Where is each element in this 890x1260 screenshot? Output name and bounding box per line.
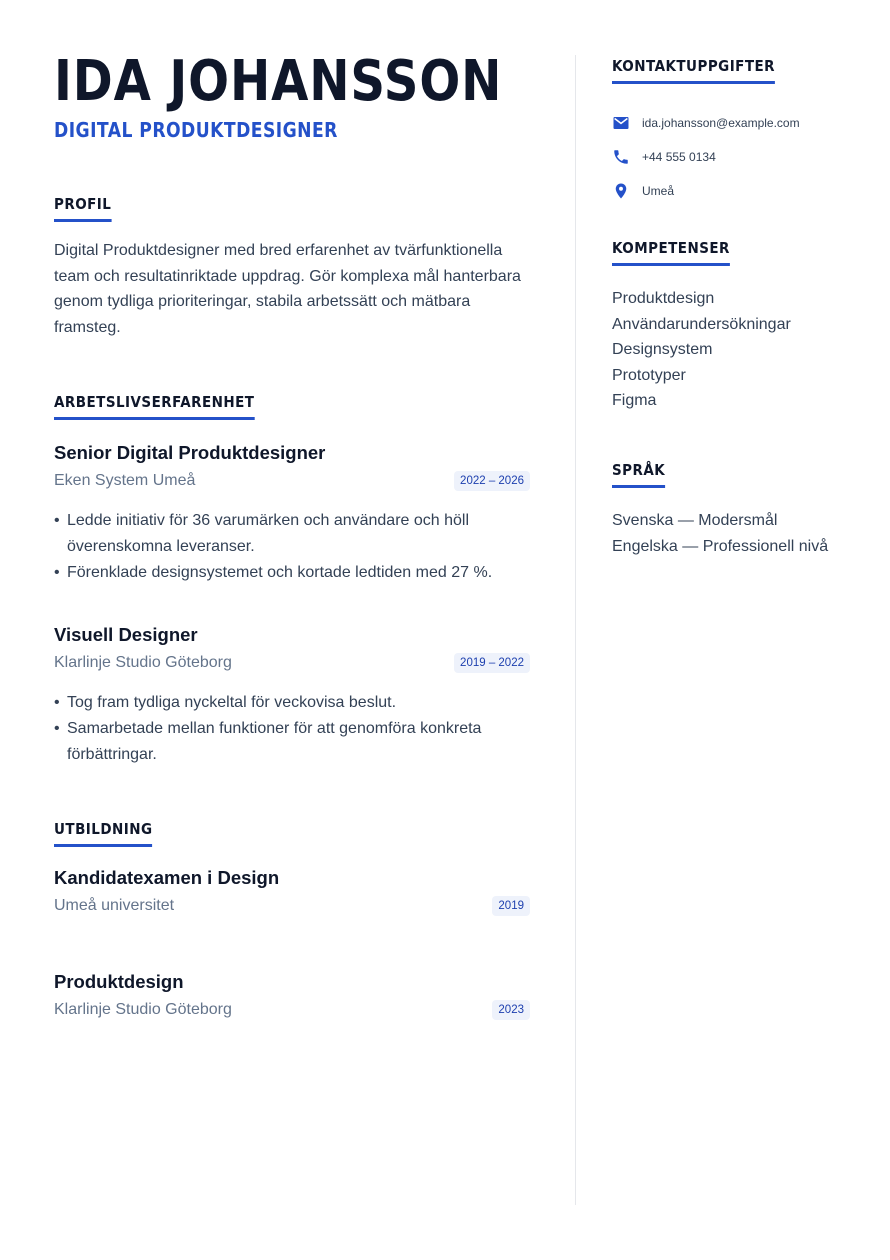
skill-item: Designsystem [612,341,713,358]
language-item: Svenska — Modersmål [612,512,778,529]
profile-section [54,195,530,340]
skills-list [612,286,791,414]
contact-section [612,57,800,208]
job-entry [54,442,530,586]
job-company: Klarlinje Studio Göteborg [54,654,232,671]
language-item: Engelska — Professionell nivå [612,537,829,555]
experience-section [54,393,530,768]
phone-text: +44 555 0134 [642,150,716,164]
education-entry [54,867,530,915]
education-degree: Kandidatexamen i Design [54,867,280,888]
skill-item: Produktdesign [612,290,715,307]
education-section [54,820,530,1019]
location-pin-icon [612,182,630,200]
date-badge: 2023 [492,1000,530,1020]
languages-list [612,508,828,559]
main-column [54,49,530,1018]
section-title-contact: KONTAKTUPPGIFTER [612,57,775,84]
education-school: Klarlinje Studio Göteborg [54,1001,232,1018]
education-degree: Produktdesign [54,971,184,992]
bullet-item: • Samarbetade mellan funktioner för att genomföra konkreta förbättringar. [54,716,530,768]
job-entry [54,624,530,768]
mail-icon [612,114,630,132]
column-divider [575,55,576,1205]
job-bullets [54,690,530,768]
education-entry [54,971,530,1019]
job-title: Visuell Designer [54,624,198,645]
date-badge: 2019 [492,896,530,916]
contact-email[interactable] [612,106,800,140]
date-badge: 2022 – 2026 [454,471,530,491]
section-title-education: UTBILDNING [54,820,152,847]
contact-phone[interactable] [612,140,800,174]
section-title-experience: ARBETSLIVSERFARENHET [54,393,254,420]
candidate-role: DIGITAL PRODUKTDESIGNER [54,118,338,142]
skill-item: Figma [612,392,657,409]
job-bullets [54,508,530,586]
profile-text: Digital Produktdesigner med bred erfarenhet av tvärfunktionella team och resultatinriktade uppdrag. Gör komplexa mål hanterbara genom tydliga prioriteringar, stabila arbetssätt och mätbara framsteg. [54,242,521,336]
candidate-name: IDA JOHANSSON [54,49,503,114]
phone-icon [612,148,630,166]
contact-location [612,174,800,208]
date-badge: 2019 – 2022 [454,653,530,673]
skill-item: Prototyper [612,366,686,384]
bullet-item: • Tog fram tydliga nyckeltal för veckovisa beslut. [54,690,530,716]
bullet-item: • Ledde initiativ för 36 varumärken och användare och höll överenskomna leveranser. [54,508,530,560]
section-title-languages: SPRÅK [612,461,665,488]
job-company: Eken System Umeå [54,472,196,489]
section-title-skills: KOMPETENSER [612,239,730,266]
bullet-item: • Förenklade designsystemet och kortade ledtiden med 27 %. [54,560,530,586]
email-text: ida.johansson@example.com [642,116,800,130]
job-title: Senior Digital Produktdesigner [54,442,326,463]
contact-list [612,106,800,208]
section-title-profile: PROFIL [54,195,111,222]
location-text: Umeå [642,184,675,198]
skills-section [612,239,791,414]
education-school: Umeå universitet [54,897,175,914]
languages-section [612,461,828,559]
skill-item: Användarundersökningar [612,315,791,333]
